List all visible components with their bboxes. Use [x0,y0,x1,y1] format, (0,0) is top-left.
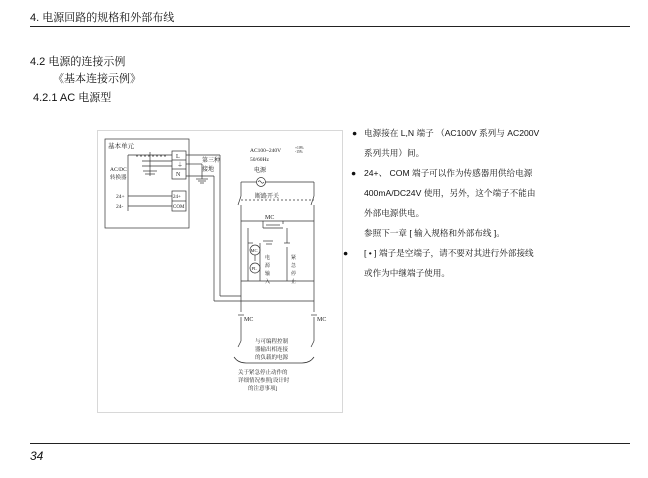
basic-unit-box [105,139,189,228]
svg-text:紧: 紧 [291,256,297,261]
terminal-N-label: N [176,172,181,178]
wiring-diagram [97,130,343,413]
inner-24m-label: 24- [116,204,124,210]
mc-contact-left-label: MC [244,317,254,323]
basic-unit-label: 基本单元 [108,143,134,150]
svg-text:源: 源 [265,264,271,269]
reference-note-line-2: 详细情况参照[设计时 [238,378,290,384]
svg-text:MC: MC [250,248,258,253]
svg-text:⏚: ⏚ [177,163,184,169]
load-note-line-3: 的负载的电源 [255,355,289,361]
svg-text:+10%: +10% [295,146,304,150]
reference-note-line-1: 关于紧急停止动作的 [238,370,288,376]
load-note-line-2: 器输出相连接 [255,347,289,353]
circuit-breaker-label: 断路开关 [255,194,280,200]
terminal-24p-label: 24+ [173,195,181,200]
svg-text:PL: PL [251,266,257,271]
acdc-label-1: AC/DC [110,167,127,173]
note-bullet: ● [351,168,357,178]
mc-contact-label: MC [265,215,275,221]
ground-label-1: 第三种 [202,158,221,164]
section-subheading: 《基本连接示例》 [53,73,141,85]
mc-contact-right-label: MC [317,317,327,323]
terminal-com-label: COM [173,205,185,210]
acdc-label-2: 转换器 [110,175,127,181]
supply-voltage-label: AC100~240V [250,148,282,154]
svg-text:急: 急 [291,264,297,269]
note-2: ● 24+、 COM 端子可以作为传感器用供给电源 400mA/DC24V 使用，另外，这个端子不能由 外部电源供电。 参照下一章 [ 输入规格和外部布线 ]。 [352,163,632,243]
svg-text:入: 入 [265,280,271,285]
subsection-heading: 4.2.1 AC 电源型 [33,92,112,104]
svg-text:输: 输 [265,272,271,277]
load-note-line-1: 与可编程控制 [255,339,289,345]
svg-text:停: 停 [291,272,297,277]
supply-freq-label: 50/60Hz [250,157,269,163]
ground-label-2: 接地 [202,167,215,173]
note-bullet: ● [343,248,349,258]
terminal-L-label: L [176,154,180,160]
svg-text:-15%: -15% [295,150,303,154]
note-3: ● [ • ] 端子是空端子，请不要对其进行外部接线 或作为中继端子使用。 [352,243,632,283]
footer-rule [30,443,630,444]
note-1: ● 电源接在 L,N 端子 （AC100V 系列与 AC200V 系列共用）间。 [352,123,632,163]
inner-24p-label: 24+ [116,194,125,200]
note-bullet: ● [352,128,358,138]
notes-list [343,123,632,283]
reference-note-line-3: 的注意事项] [248,386,278,392]
svg-text:电: 电 [265,256,271,261]
header-rule [30,26,630,27]
page-number: 34 [30,449,44,463]
chapter-title: 4. 电源回路的规格和外部布线 [30,12,175,24]
svg-text:止: 止 [291,280,297,285]
section-heading: 4.2 电源的连接示例 [30,56,126,68]
power-label: 电源 [254,168,267,174]
